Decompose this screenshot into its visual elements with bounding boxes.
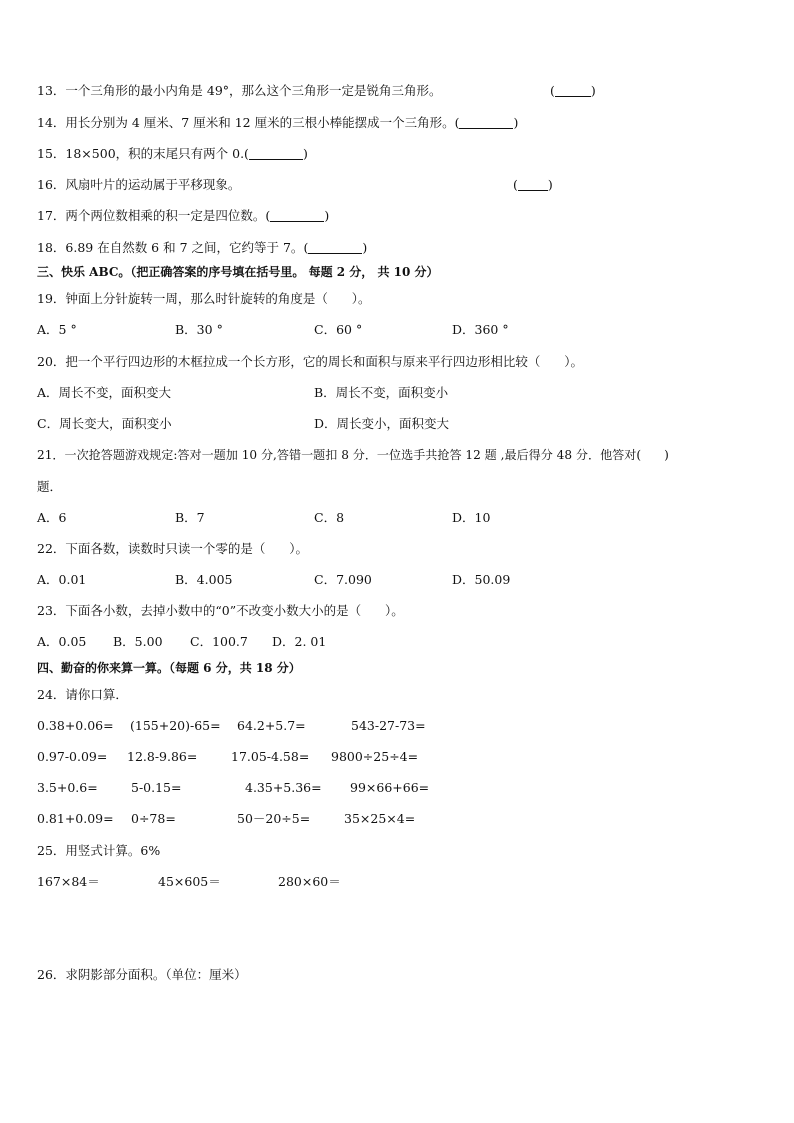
option-c[interactable]: C．7.090 (314, 572, 372, 587)
calc-item: 167×84＝ (37, 874, 100, 889)
question-21-stem-cont: 题． (37, 479, 63, 494)
calc-item: 0÷78= (131, 811, 176, 826)
answer-blank[interactable]: ( ) (454, 115, 519, 130)
question-23-stem: 23．下面各小数，去掉小数中的“0”不改变小数大小的是（ ）。 (37, 603, 404, 618)
option-a[interactable]: A．0.05 (37, 634, 87, 649)
calc-item: 0.38+0.06= (37, 718, 114, 733)
calc-item: 50－20÷5= (237, 811, 311, 826)
option-a[interactable]: A．6 (37, 510, 67, 525)
option-d[interactable]: D．50.09 (452, 572, 511, 587)
option-d[interactable]: D．10 (452, 510, 491, 525)
answer-blank[interactable]: ( ) (303, 240, 368, 255)
option-c[interactable]: C．8 (314, 510, 345, 525)
option-b[interactable]: B．周长不变，面积变小 (314, 385, 449, 400)
option-c[interactable]: C．周长变大，面积变小 (37, 416, 172, 431)
option-a[interactable]: A．周长不变，面积变大 (37, 385, 172, 400)
answer-blank[interactable]: ( ) (550, 83, 596, 98)
question-14 (37, 115, 518, 131)
calc-item: (155+20)-65= (130, 718, 221, 733)
answer-blank[interactable]: ( ) (244, 146, 308, 161)
section-3-title: 三、快乐 ABC。（把正确答案的序号填在括号里。 每题 2 分， 共 10 分） (37, 265, 439, 279)
question-21-stem: 21．一次抢答题游戏规定:答对一题加 10 分,答错一题扣 8 分．一位选手共抢答 12 题 ,最后得分 48 分．他答对( ) (37, 448, 669, 462)
calc-item: 280×60＝ (278, 874, 341, 889)
section-4-title: 四、勤奋的你来算一算。（每题 6 分，共 18 分） (37, 661, 301, 675)
question-15 (37, 146, 308, 162)
option-b[interactable]: B．30 ° (175, 322, 223, 337)
question-22-stem: 22．下面各数，读数时只读一个零的是（ ）。 (37, 541, 308, 556)
calc-item: 0.97-0.09= (37, 749, 108, 764)
option-d[interactable]: D．2. 01 (272, 634, 327, 649)
calc-item: 543-27-73= (351, 718, 426, 733)
answer-blank[interactable]: ( ) (513, 177, 553, 192)
calc-item: 99×66+66= (350, 780, 430, 795)
question-text: 16．风扇叶片的运动属于平移现象。 (37, 177, 241, 192)
option-b[interactable]: B．4.005 (175, 572, 233, 587)
question-17 (37, 208, 329, 224)
question-18 (37, 240, 367, 256)
question-text: 14．用长分别为 4 厘米、7 厘米和 12 厘米的三根小棒能摆成一个三角形。 (37, 115, 455, 130)
question-text: 15．18×500，积的末尾只有两个 0. (37, 146, 245, 161)
calc-item: 5-0.15= (131, 780, 182, 795)
question-25-title: 25．用竖式计算。6% (37, 843, 161, 858)
option-b[interactable]: B．5.00 (113, 634, 163, 649)
option-d[interactable]: D．360 ° (452, 322, 509, 337)
calc-item: 64.2+5.7= (237, 718, 306, 733)
calc-item: 4.35+5.36= (245, 780, 322, 795)
question-26-title: 26．求阴影部分面积。（单位：厘米） (37, 967, 247, 982)
calc-item: 45×605＝ (158, 874, 221, 889)
answer-blank[interactable]: ( ) (265, 208, 330, 223)
option-a[interactable]: A．5 ° (37, 322, 77, 337)
question-text: 18．6.89 在自然数 6 和 7 之间，它约等于 7。 (37, 240, 304, 255)
calc-item: 17.05-4.58= (231, 749, 310, 764)
question-16 (37, 177, 240, 193)
option-a[interactable]: A．0.01 (37, 572, 87, 587)
option-d[interactable]: D．周长变小，面积变大 (314, 416, 450, 431)
question-20-stem: 20．把一个平行四边形的木框拉成一个长方形，它的周长和面积与原来平行四边形相比较（ ）。 (37, 354, 583, 369)
option-b[interactable]: B．7 (175, 510, 205, 525)
calc-item: 9800÷25÷4= (331, 749, 419, 764)
question-13 (37, 83, 442, 99)
calc-item: 3.5+0.6= (37, 780, 98, 795)
calc-item: 0.81+0.09= (37, 811, 114, 826)
option-c[interactable]: C．60 ° (314, 322, 363, 337)
calc-item: 12.8-9.86= (127, 749, 198, 764)
question-24-title: 24．请你口算． (37, 687, 128, 702)
calc-item: 35×25×4= (344, 811, 416, 826)
question-19-stem: 19．钟面上分针旋转一周，那么时针旋转的角度是（ ）。 (37, 291, 371, 306)
question-text: 17．两个两位数相乘的积一定是四位数。 (37, 208, 266, 223)
option-c[interactable]: C．100.7 (190, 634, 248, 649)
question-text: 13．一个三角形的最小内角是 49°，那么这个三角形一定是锐角三角形。 (37, 83, 442, 98)
